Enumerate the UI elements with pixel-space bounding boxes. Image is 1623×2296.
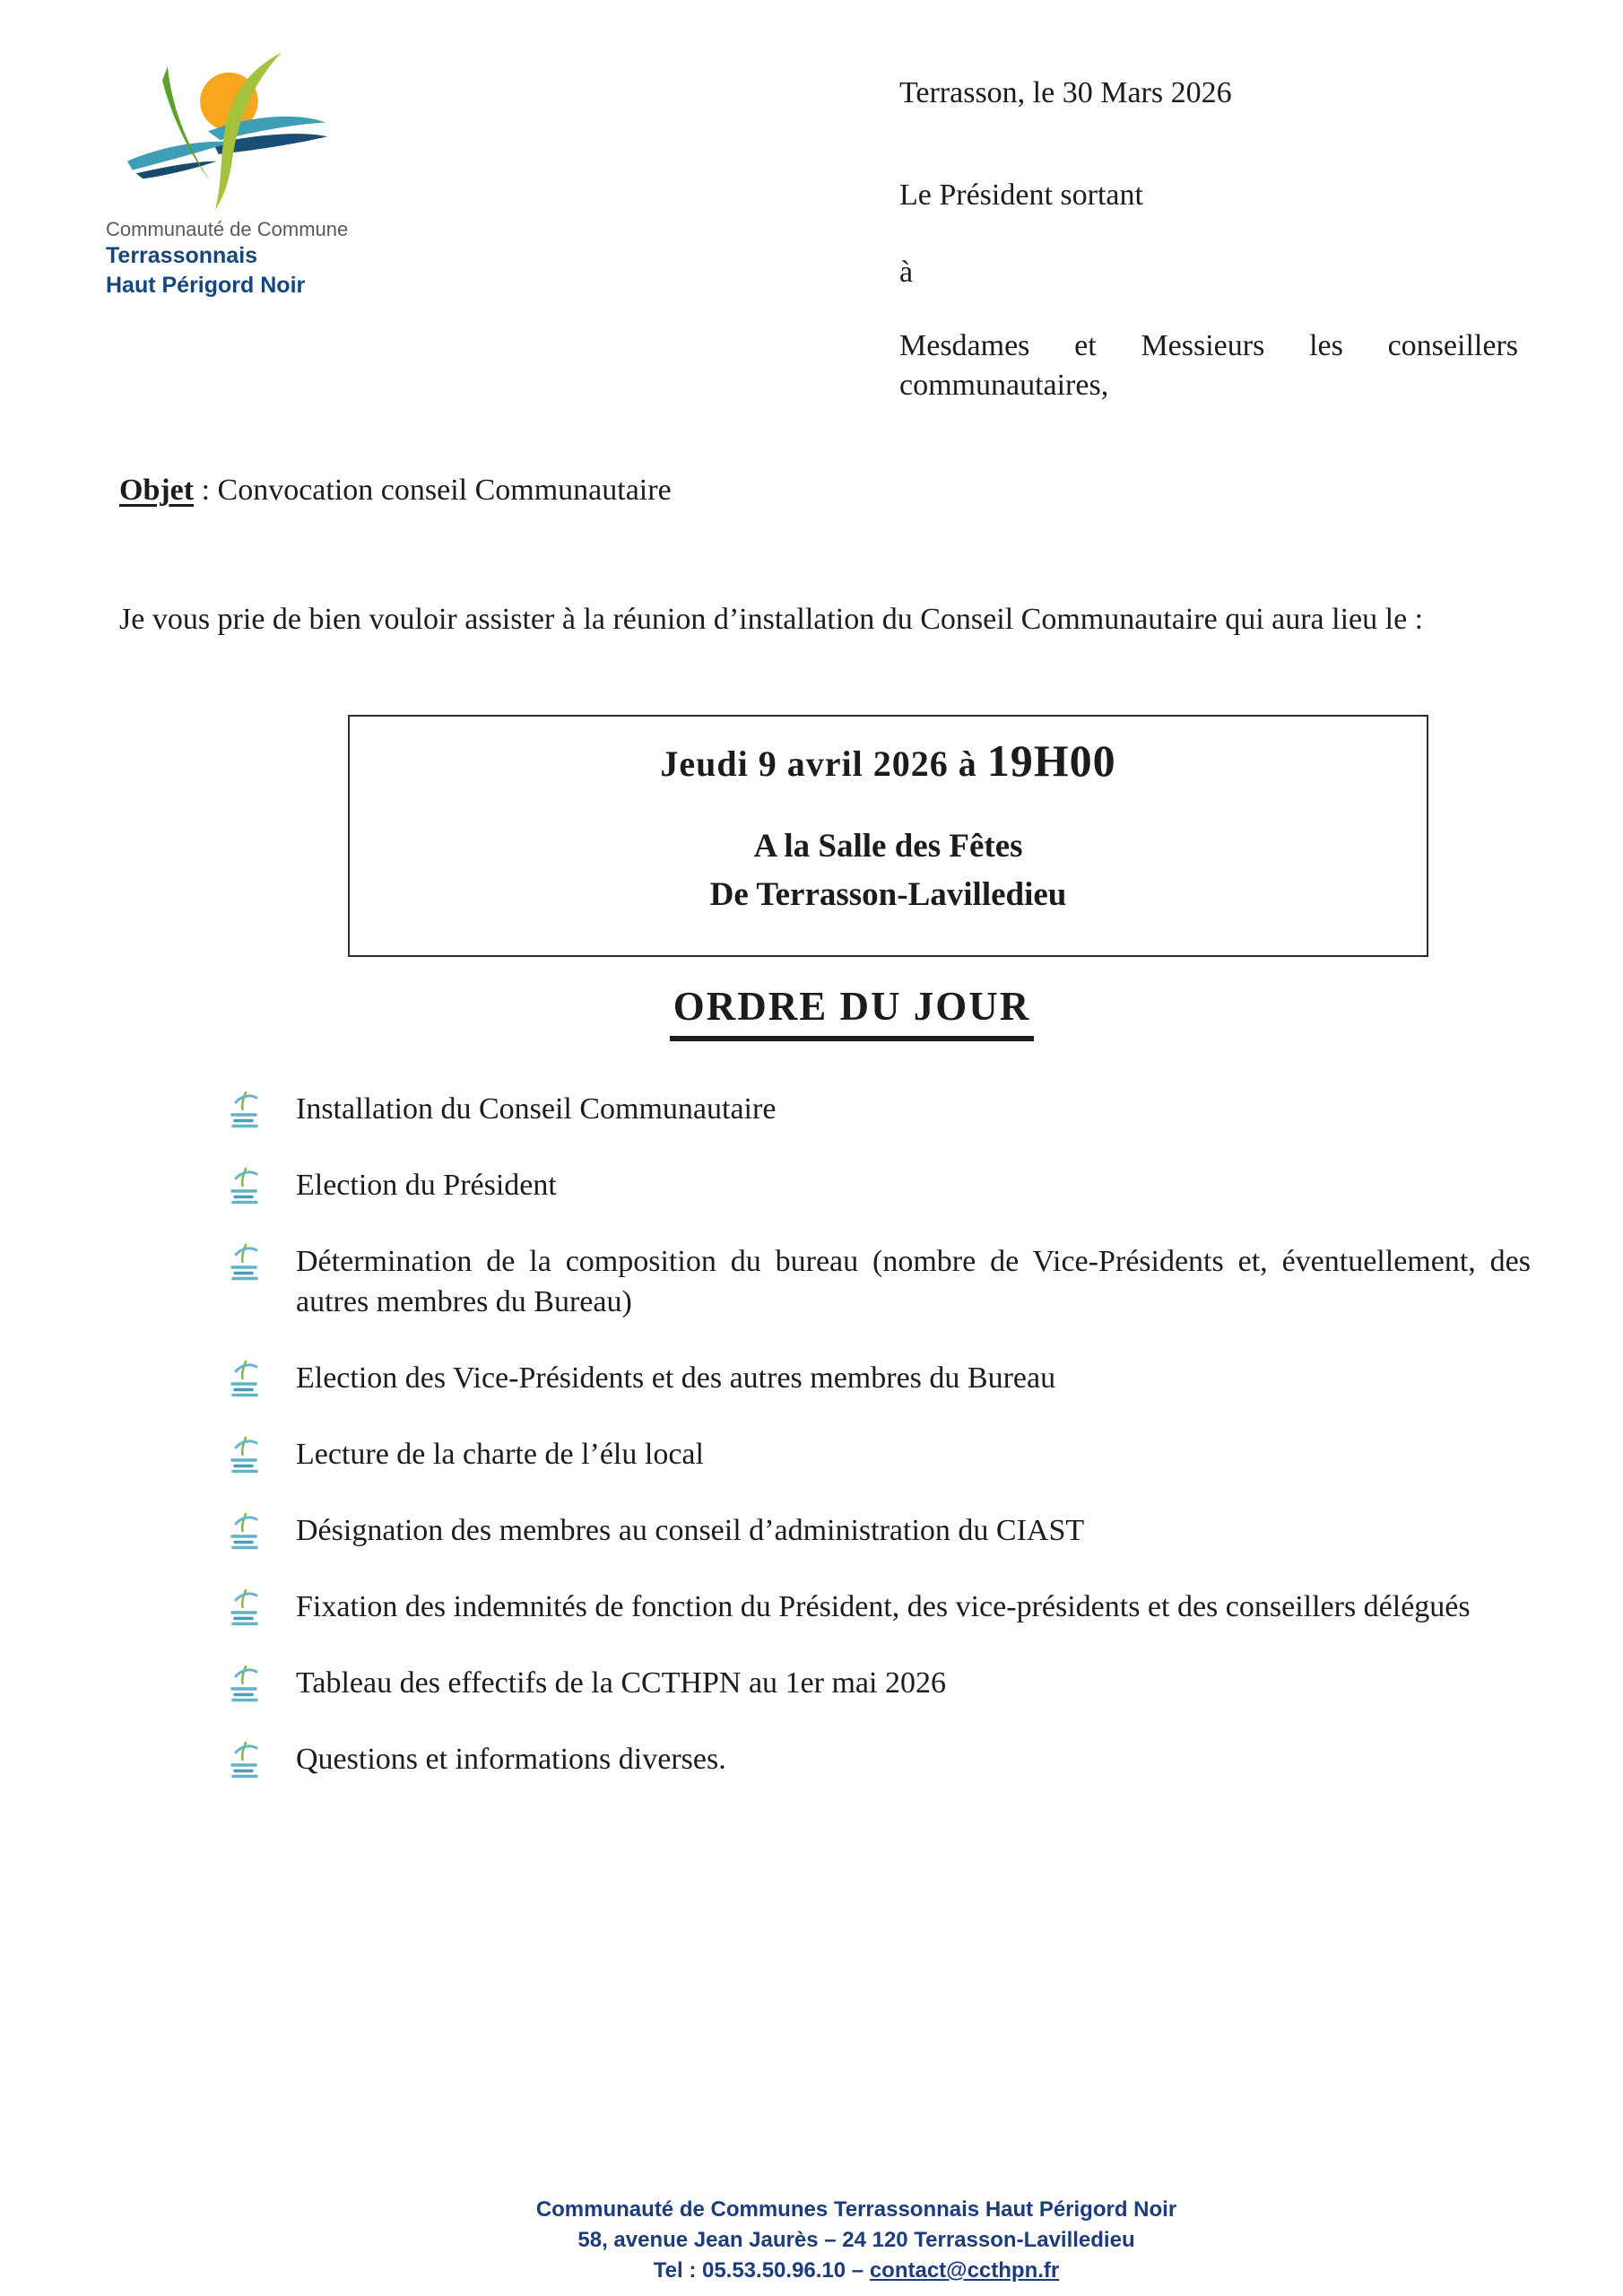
mini-logo-wave-bullet-icon <box>227 1240 263 1292</box>
agenda-item-text: Tableau des effectifs de la CCTHPN au 1er mai 2026 <box>296 1666 946 1700</box>
person-sun-waves-logo-icon <box>122 45 333 211</box>
agenda-item <box>220 1510 1531 1551</box>
mini-logo-wave-bullet-icon <box>227 1357 263 1409</box>
mini-logo-wave-bullet-icon <box>227 1586 263 1638</box>
subject-label: Objet <box>119 474 195 507</box>
agenda-item <box>220 1739 1531 1779</box>
letterhead <box>106 45 366 300</box>
meeting-details-box <box>348 715 1428 957</box>
footer-org-line: Communauté de Communes Terrassonnais Haut Périgord Noir <box>535 2197 1177 2222</box>
mini-logo-wave-bullet-icon <box>227 1164 263 1216</box>
agenda-item <box>220 1587 1531 1627</box>
meeting-venue-line1: A la Salle des Fêtes <box>753 828 1023 865</box>
agenda-item-text: Election du Président <box>296 1169 557 1202</box>
mini-logo-wave-bullet-icon <box>227 1738 263 1790</box>
org-name-terrassonnais: Terrassonnais <box>106 243 258 268</box>
mini-logo-wave-bullet-icon <box>227 1088 263 1140</box>
recipient-line: Mesdames et Messieurs les conseillers communautaires, <box>899 329 1518 402</box>
agenda-item <box>220 1165 1531 1205</box>
subject-text: : Convocation conseil Communautaire <box>194 474 672 507</box>
mini-logo-wave-bullet-icon <box>227 1662 263 1714</box>
agenda-title: ORDRE DU JOUR <box>502 983 1202 1030</box>
sender-line: Le Président sortant <box>899 178 1143 212</box>
org-name-haut-perigord: Haut Périgord Noir <box>106 273 306 298</box>
agenda-item-text: Fixation des indemnités de fonction du Président, des vice-présidents et des conseillers délégués <box>296 1590 1471 1623</box>
footer-tel: Tel : 05.53.50.96.10 – <box>653 2258 870 2283</box>
agenda-item-text: Lecture de la charte de l’élu local <box>296 1438 704 1471</box>
agenda-item <box>220 1089 1531 1129</box>
agenda-item-text: Désignation des membres au conseil d’administration du CIAST <box>296 1514 1085 1547</box>
agenda-item <box>220 1434 1531 1474</box>
meeting-venue-line2: De Terrasson-Lavilledieu <box>709 876 1067 913</box>
footer-address-line: 58, avenue Jean Jaurès – 24 120 Terrasson-Lavilledieu <box>577 2228 1135 2252</box>
agenda-item <box>220 1663 1531 1703</box>
footer <box>135 2195 1578 2286</box>
mini-logo-wave-bullet-icon <box>227 1509 263 1561</box>
footer-contact-line <box>135 2256 1578 2286</box>
agenda-item-text: Installation du Conseil Communautaire <box>296 1092 777 1126</box>
dateline: Terrasson, le 30 Mars 2026 <box>899 76 1232 109</box>
mini-logo-wave-bullet-icon <box>227 1433 263 1485</box>
meeting-date-line <box>350 735 1427 787</box>
agenda-item-text: Questions et informations diverses. <box>296 1743 726 1776</box>
agenda-item-text: Détermination de la composition du bureau (nombre de Vice-Présidents et, éventuellement, des autres membres du Bureau) <box>296 1245 1531 1318</box>
footer-email-link[interactable]: contact@ccthpn.fr <box>869 2258 1060 2283</box>
subject-line <box>119 474 672 508</box>
intro-paragraph: Je vous prie de bien vouloir assister à la réunion d’installation du Conseil Communautaire qui aura lieu le : <box>119 603 1424 636</box>
address-block <box>899 74 1518 405</box>
meeting-date: Jeudi 9 avril 2026 à <box>660 744 987 784</box>
meeting-time: 19H00 <box>986 735 1116 786</box>
recipient-intro: à <box>899 256 914 289</box>
agenda-list <box>220 1089 1531 1815</box>
agenda-item-text: Election des Vice-Présidents et des autres membres du Bureau <box>296 1361 1056 1395</box>
agenda-item <box>220 1358 1531 1398</box>
agenda-item <box>220 1241 1531 1322</box>
org-name-small: Communauté de Commune <box>106 218 349 240</box>
